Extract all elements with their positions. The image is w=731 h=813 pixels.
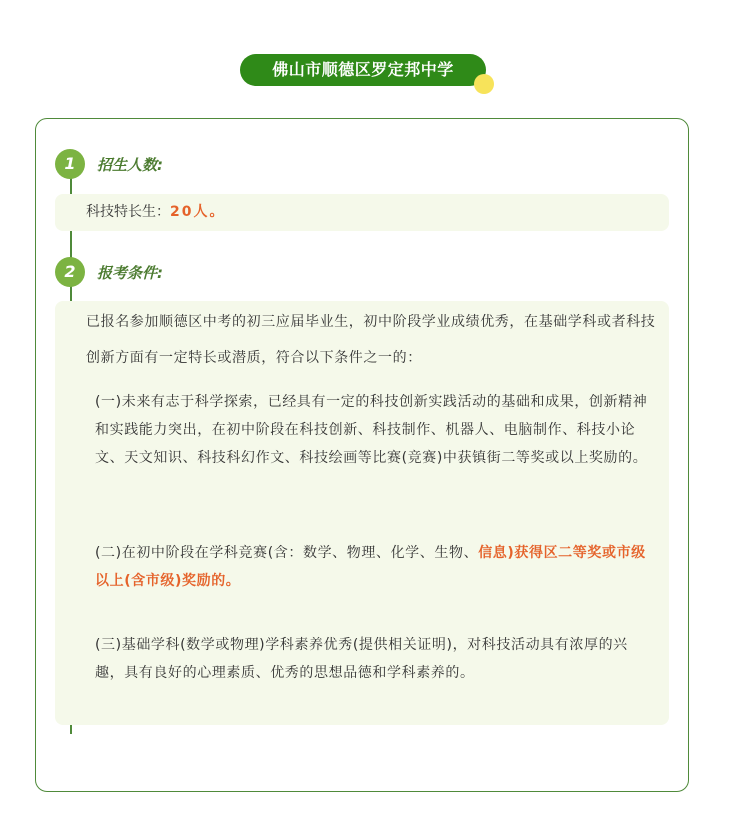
condition-2-text: (二)在初中阶段在学科竞赛(含：数学、物理、化学、生物、: [95, 545, 479, 561]
section-number-badge: 1: [55, 149, 85, 179]
section-title: 报考条件:: [97, 263, 163, 282]
condition-2-highlight: 信息)获得区二等奖或市级以上(含市级)奖励的。: [95, 545, 646, 589]
requirements-box: [55, 301, 669, 725]
condition-item-2: [95, 539, 655, 595]
enrollment-label: 科技特长生：: [86, 204, 170, 220]
page-title: 佛山市顺德区罗定邦中学: [240, 54, 486, 86]
enrollment-box: [55, 194, 669, 231]
section-number-badge: 2: [55, 257, 85, 287]
section-heading-requirements: [55, 257, 163, 287]
requirements-intro: 已报名参加顺德区中考的初三应届毕业生，初中阶段学业成绩优秀，在基础学科或者科技创新方面有一定特长或潜质，符合以下条件之一的：: [86, 314, 656, 366]
section-heading-enrollment: [55, 149, 163, 179]
decorative-dot: [474, 74, 494, 94]
enrollment-value: 20人。: [170, 204, 226, 220]
section-title: 招生人数:: [97, 155, 163, 174]
condition-item-1: (一)未来有志于科学探索，已经具有一定的科技创新实践活动的基础和成果，创新精神和实践能力突出，在初中阶段在科技创新、科技制作、机器人、电脑制作、科技小论文、天文知识、科技科幻作文、科技绘画等比赛(竞赛)中获镇街二等奖或以上奖励的。: [95, 394, 648, 466]
condition-item-3: (三)基础学科(数学或物理)学科素养优秀(提供相关证明)，对科技活动具有浓厚的兴趣，具有良好的心理素质、优秀的思想品德和学科素养的。: [95, 637, 628, 681]
